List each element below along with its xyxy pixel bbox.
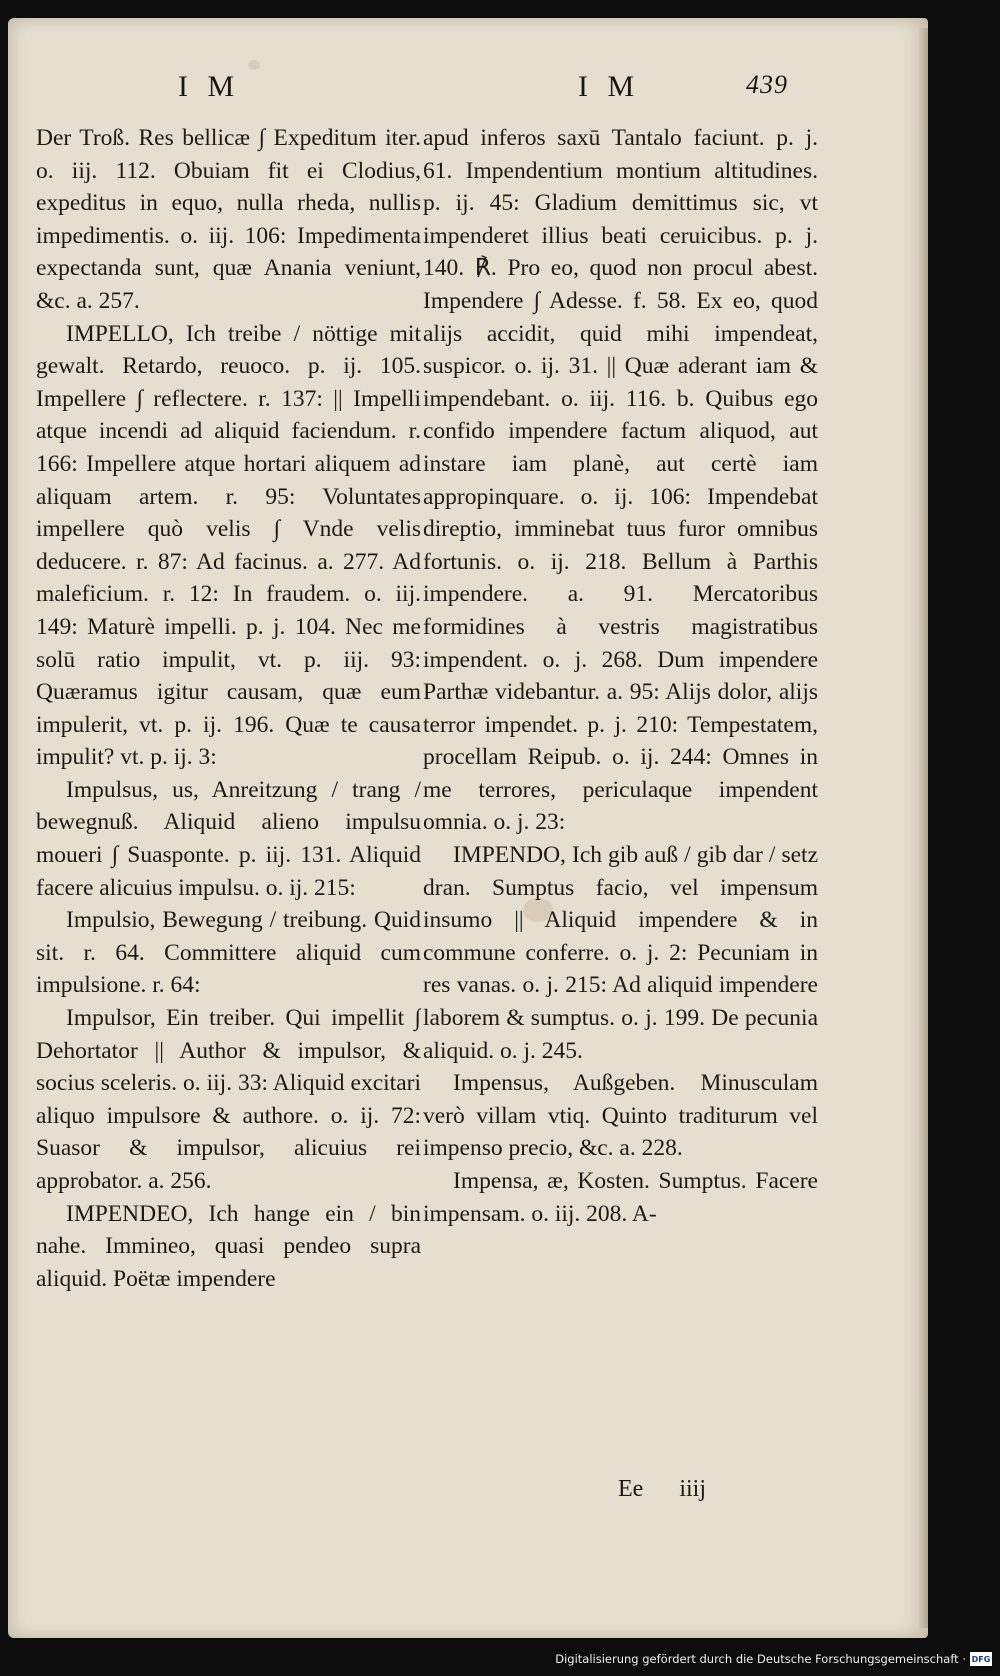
entry-paragraph: IMPELLO, Ich treibe / nöttige mit gewalt. Retardo, reuoco. p. ij. 105. Impellere ∫ reflectere. r. 137: || Impelli atque incendi ad aliquid faciendum. r. 166: Impellere atque hortari aliquem ad aliquam artem. r. 95: Voluntates impellere quò velis ∫ Vnde velis deducere. r. 87: Ad facinus. a. 277. Ad maleficium. r. 12: In fraudem. o. iij. 149: Maturè impelli. p. j. 104. Nec me solū ratio impulit, vt. p. iij. 93: Quæramus igitur causam, quæ eum impulerit, vt. p. ij. 196. Quæ te causa impulit? vt. p. ij. 3: (36, 320, 421, 771)
entry-paragraph: Impulsio, Bewegung / treibung. Quid sit. r. 64. Committere aliquid cum impulsione. r. 64: (36, 907, 421, 999)
footer-credit: Digitalisierung gefördert durch die Deutsche Forschungsgemeinschaft · (555, 1652, 966, 1666)
running-head (8, 70, 928, 114)
entry-paragraph: IMPENDEO, Ich hange ein / bin nahe. Immineo, quasi pendeo supra aliquid. Poëtæ impendere (36, 1200, 421, 1292)
book-page (8, 18, 928, 1638)
dfg-logo-icon: DFG (970, 1652, 992, 1666)
digitization-footer (555, 1648, 992, 1670)
running-head-right: I M (578, 70, 641, 103)
left-text-column (36, 122, 421, 1295)
catchword-signature: Ee iiij (618, 1476, 706, 1502)
right-text-column (423, 122, 818, 1230)
entry-paragraph: Der Troß. Res bellicæ ∫ Expeditum iter. o. iij. 112. Obuiam fit ei Clodius, expeditus in equo, nulla rheda, nullis impedimentis. o. iij. 106: Impedimenta expectanda sunt, quæ Anania veniunt, &c. a. 257. (36, 125, 421, 314)
paper-stain (248, 60, 260, 70)
entry-paragraph: apud inferos saxū Tantalo faciunt. p. j. 61. Impendentium montium altitudines. p. ij. 45: Gladium demittimus sic, vt impenderet illius beati ceruicibus. p. j. 140. ℟. Pro eo, quod non procul abest. Impendere ∫ Adesse. f. 58. Ex eo, quod alijs accidit, quid mihi impendeat, suspicor. o. ij. 31. || Quæ aderant iam & impendebant. o. iij. 116. b. Quibus ego confido impendere factum aliquod, aut instare iam planè, aut certè iam appropinquare. o. ij. 106: Impendebat direptio, imminebat tuus furor omnibus fortunis. o. ij. 218. Bellum à Parthis impendere. a. 91. Mercatoribus formidines à vestris magistratibus impendent. o. j. 268. Dum impendere Parthæ videbantur. a. 95: Alijs dolor, alijs terror impendet. p. j. 210: Tempestatem, procellam Reipub. o. ij. 244: Omnes in me terrores, periculaque impendent omnia. o. j. 23: (423, 125, 818, 836)
entry-paragraph: Impensus, Außgeben. Minusculam verò villam vtiq. Quinto traditurum vel impenso precio, &c. a. 228. (423, 1070, 818, 1162)
page-number: 439 (746, 70, 788, 99)
entry-paragraph: Impulsor, Ein treiber. Qui impellit ∫ Dehortator || Author & impulsor, & socius sceleris. o. iij. 33: Aliquid excitari aliquo impulsore & authore. o. ij. 72: Suasor & impulsor, alicuius rei approbator. a. 256. (36, 1005, 421, 1194)
entry-paragraph: Impensa, æ, Kosten. Sumptus. Facere impensam. o. iij. 208. A- (423, 1168, 818, 1227)
entry-paragraph: Impulsus, us, Anreitzung / trang / bewegnuß. Aliquid alieno impulsu moueri ∫ Suasponte. p. iij. 131. Aliquid facere alicuius impulsu. o. ij. 215: (36, 776, 421, 901)
running-head-left: I M (178, 70, 241, 103)
page-edge-shadow (918, 28, 928, 1628)
entry-paragraph: IMPENDO, Ich gib auß / gib dar / setz dran. Sumptus facio, vel impensum insumo || Aliquid impendere & in commune conferre. o. j. 2: Pecuniam in res vanas. o. j. 215: Ad aliquid impendere laborem & sumptus. o. j. 199. De pecunia aliquid. o. j. 245. (423, 842, 818, 1064)
